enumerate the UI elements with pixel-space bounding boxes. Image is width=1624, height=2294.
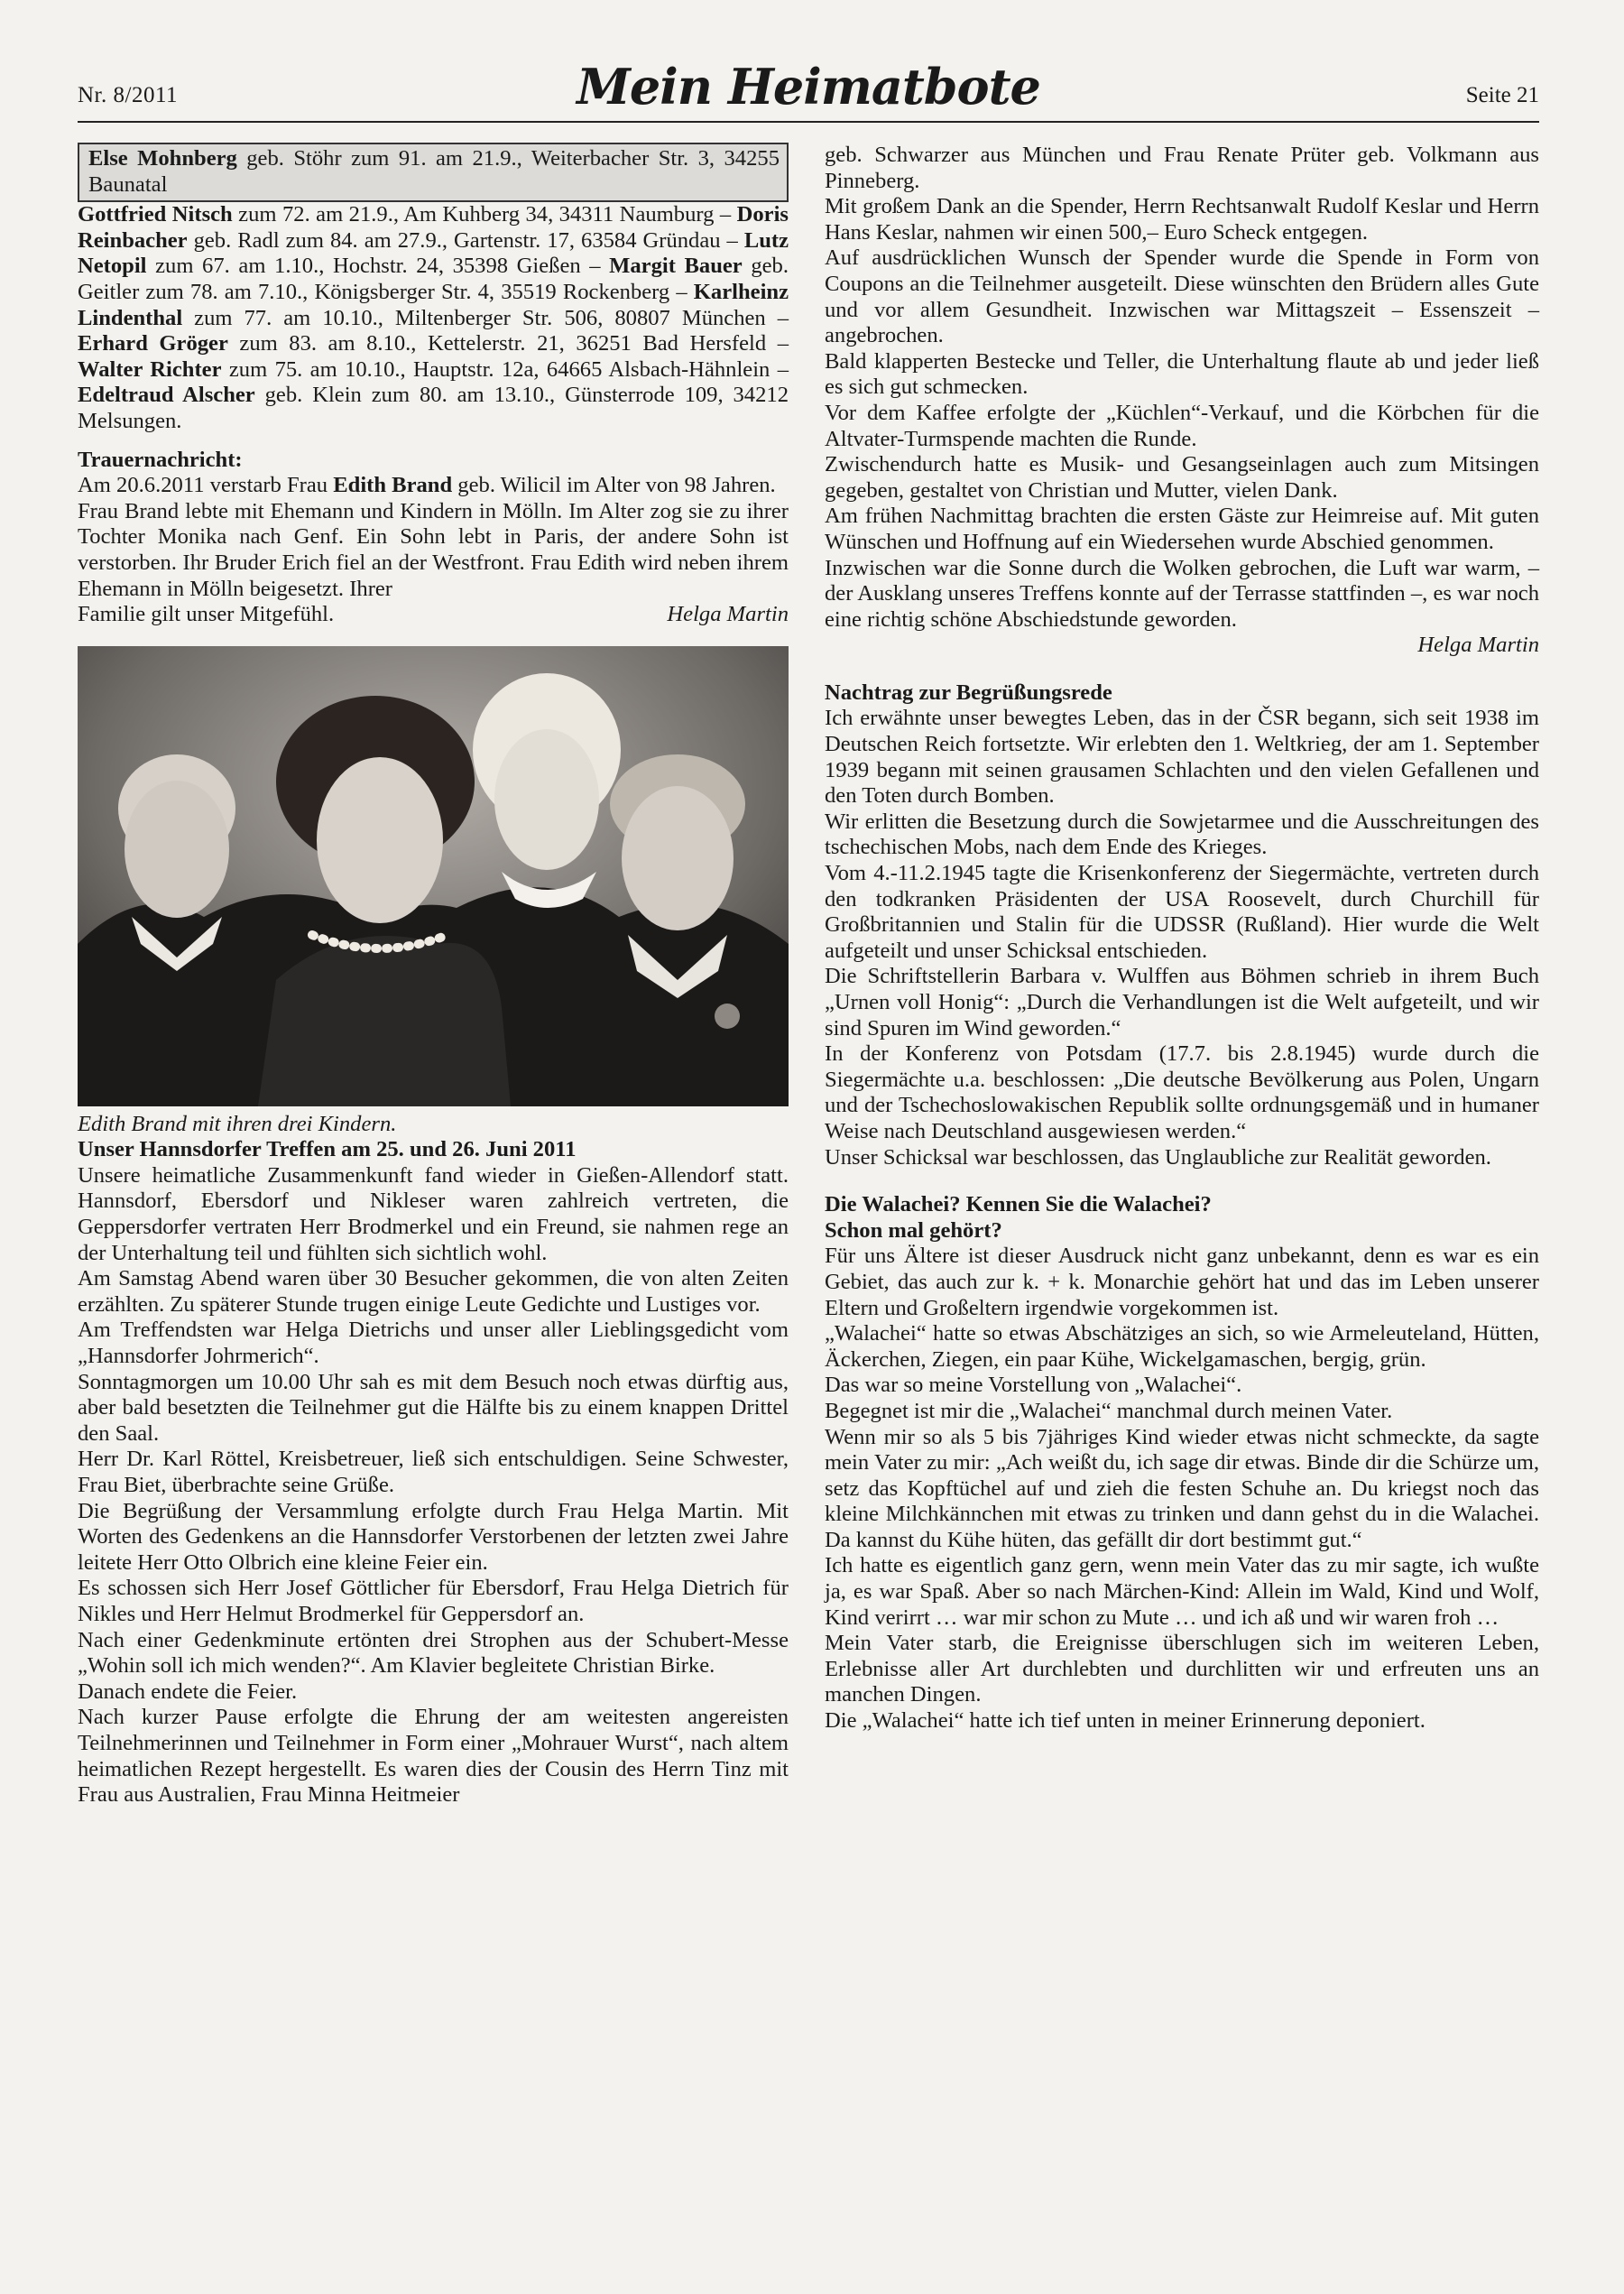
birthday-name: Walter Richter xyxy=(78,356,222,382)
article-paragraph: Nach einer Gedenkminute ertönten drei Strophen aus der Schubert-Messe „Wohin soll ich mich wenden?“. Am Klavier begleitete Christian Birke. xyxy=(78,1627,789,1679)
birthday-name: Lutz Netopil xyxy=(78,227,789,279)
family-photo-image xyxy=(78,646,789,1106)
birthday-name: Else Mohnberg xyxy=(88,146,237,171)
birthday-text: zum 77. am 10.10., Miltenberger Str. 506, 80807 München – xyxy=(182,305,789,330)
article-paragraph: Die „Walachei“ hatte ich tief unten in meiner Erinnerung deponiert. xyxy=(825,1708,1426,1734)
issue-number: Nr. 8/2011 xyxy=(78,83,179,107)
article-paragraph: „Walachei“ hatte so etwas Abschätziges an sich, so wie Armeleuteland, Hütten, Äckerchen, Ziegen, ein paar Kühe, Wickelgamaschen, bergig, grün. xyxy=(825,1321,1539,1372)
family-photo xyxy=(78,646,789,1106)
article-paragraph: Nach kurzer Pause erfolgte die Ehrung der am weitesten angereisten Teilnehmerinnen und Teilnehmer in Form einer „Mohrauer Wurst“, nach altem heimatlichen Rezept hergestellt. Es waren dies der Cousin des Herrn Tinz mit Frau aus Australien, Frau Minna Heitmeier xyxy=(78,1705,789,1808)
obituary-text: geb. Wilicil im Alter von 98 Jahren. xyxy=(452,473,776,498)
article-paragraph: Die Begrüßung der Versammlung erfolgte durch Frau Helga Martin. Mit Worten des Gedenkens an die Hannsdorfer Verstorbenen der letzten zwei Jahre leitete Herr Otto Olbrich eine kleine Feier ein. xyxy=(78,1498,789,1575)
article-paragraph: Inzwischen war die Sonne durch die Wolken gebrochen, die Luft war warm, – der Ausklang unseres Treffens konnte auf der Terrasse stattfinden –, es war noch eine richtig schöne Abschiedstunde geworden. xyxy=(825,555,1539,632)
deceased-name: Edith Brand xyxy=(333,473,453,498)
article-paragraph: Das war so meine Vorstellung von „Walachei“. xyxy=(825,1373,1242,1398)
article-paragraph: Ich hatte es eigentlich ganz gern, wenn mein Vater das zu mir sagte, ich wußte ja, es war Spaß. Aber so nach Märchen-Kind: Allein im Wald, Kind und Wolf, Kind verirrt … war mir schon zu Mute … und ich aß und wir waren froh … xyxy=(825,1553,1539,1630)
article-paragraph: Danach endete die Feier. xyxy=(78,1679,298,1704)
article-paragraph: Wenn mir so als 5 bis 7jähriges Kind wieder etwas nicht schmeckte, da sagte mein Vater zu mir: „Ach weißt du, ich sage dir etwas. Binde dir die Schürze um, setz das Kopftüchel auf und zieh die festen Schuhe an. Du kriegst noch das kleine Milchkännchen mit etwas zu trinken und dann gehst du in die Walachei. Da kannst du Kühe hüten, das gefällt dir dort bestimmt gut.“ xyxy=(825,1424,1539,1552)
right-column xyxy=(825,143,1539,1734)
article-paragraph: Herr Dr. Karl Röttel, Kreisbetreuer, ließ sich entschuldigen. Seine Schwester, Frau Biet, überbrachte seine Grüße. xyxy=(78,1447,789,1497)
article-paragraph: Am Samstag Abend waren über 30 Besucher gekommen, die von alten Zeiten erzählten. Zu späterer Stunde trugen einige Leute Gedichte und Lustiges vor. xyxy=(78,1266,789,1317)
article-paragraph: Wir erlitten die Besetzung durch die Sowjetarmee und die Ausschreitungen des tschechischen Mobs, nach dem Ende des Krieges. xyxy=(825,809,1539,860)
article-paragraph: Mit großem Dank an die Spender, Herrn Rechtsanwalt Rudolf Keslar und Herrn Hans Keslar, nahmen wir einen 500,– Euro Scheck entgegen. xyxy=(825,194,1539,245)
birthday-text: zum 83. am 8.10., Kettelerstr. 21, 36251 Bad Hersfeld – xyxy=(227,331,789,356)
article-paragraph: In der Konferenz von Potsdam (17.7. bis 2.8.1945) wurde durch die Siegermächte u.a. beschlossen: „Die deutsche Bevölkerung aus Polen, Ungarn und der Tschechoslowakischen Republik sollte ordnungsgemäß und in humaner Weise nach Deutschland ausgewiesen werden.“ xyxy=(825,1041,1539,1143)
obituary-paragraph: Frau Brand lebte mit Ehemann und Kindern in Mölln. Im Alter zog sie zu ihrer Tochter Monika nach Genf. Ein Sohn lebt in Paris, der andere Sohn ist verstorben. Ihr Bruder Erich fiel an der Westfront. Frau Edith wird neben ihrem Ehemann in Mölln beigesetzt. Ihrer xyxy=(78,498,789,601)
article-paragraph: Es schossen sich Herr Josef Göttlicher für Ebersdorf, Frau Helga Dietrich für Nikles und Herr Helmut Brodmerkel für Geppersdorf an. xyxy=(78,1576,789,1626)
birthday-name: Erhard Gröger xyxy=(78,331,228,356)
article-paragraph: Begegnet ist mir die „Walachei“ manchmal durch meinen Vater. xyxy=(825,1398,1393,1423)
article-paragraph: Vor dem Kaffee erfolgte der „Küchlen“-Verkauf, und die Körbchen für die Altvater-Turmspende machten die Runde. xyxy=(825,400,1539,451)
article-paragraph: Mein Vater starb, die Ereignisse überschlugen sich im weiteren Leben, Erlebnisse aller Art durchlebten und durchlitten wir und erfreuten uns an manchen Dingen. xyxy=(825,1631,1539,1707)
birthday-text: zum 72. am 21.9., Am Kuhberg 34, 34311 Naumburg – xyxy=(232,202,737,227)
article-paragraph: Am frühen Nachmittag brachten die ersten Gäste zur Heimreise auf. Mit guten Wünschen und Hoffnung auf ein Wiedersehen wurde Abschied genommen. xyxy=(825,504,1539,554)
article-paragraph: Ich erwähnte unser bewegtes Leben, das in der ČSR begann, sich seit 1938 im Deutschen Reich fortsetzte. Wir erlebten den 1. Weltkrieg, der am 1. September 1939 begann mit seinen grausamen Schlachten und den vielen Gefallenen und den Toten durch Bomben. xyxy=(825,706,1539,809)
section-heading-trauer: Trauernachricht: xyxy=(78,447,243,472)
author-signature: Helga Martin xyxy=(667,602,789,627)
birthday-name: Gottfried Nitsch xyxy=(78,202,233,227)
page-header xyxy=(78,58,1539,123)
birthday-name: Doris Reinbacher xyxy=(78,202,789,253)
article-paragraph: Zwischendurch hatte es Musik- und Gesangseinlagen auch zum Mitsingen gegeben, gestaltet von Christian und Mutter, vielen Dank. xyxy=(825,452,1539,503)
birthday-text: geb. Klein zum 80. am 13.10., Günsterrode 109, 34212 Melsungen. xyxy=(78,383,789,433)
birthday-text: geb. Stöhr zum 91. am 21.9., Weiterbacher Str. 3, 34255 Baunatal xyxy=(88,146,780,197)
author-signature: Helga Martin xyxy=(1417,633,1539,658)
section-heading-nachtrag: Nachtrag zur Begrüßungsrede xyxy=(825,680,1112,705)
section-heading-walachei: Die Walachei? Kennen Sie die Walachei? xyxy=(825,1192,1212,1217)
article-paragraph: Am Treffendsten war Helga Dietrichs und unser aller Lieblingsgedicht vom „Hannsdorfer Johrmerich“. xyxy=(78,1318,789,1369)
birthday-text: zum 75. am 10.10., Hauptstr. 12a, 64665 Alsbach-Hähnlein – xyxy=(221,356,789,382)
birthday-list xyxy=(78,202,789,434)
birthday-name: Edeltraud Alscher xyxy=(78,383,255,408)
birthday-highlight-box xyxy=(78,143,789,202)
article-paragraph: Bald klapperten Bestecke und Teller, die Unterhaltung flaute ab und jeder ließ es sich gut schmecken. xyxy=(825,348,1539,400)
article-paragraph: geb. Schwarzer aus München und Frau Renate Prüter geb. Volkmann aus Pinneberg. xyxy=(825,143,1539,193)
birthday-text: zum 67. am 1.10., Hochstr. 24, 35398 Gießen – xyxy=(146,254,610,279)
article-paragraph: Unsere heimatliche Zusammenkunft fand wieder in Gießen-Allendorf statt. Hannsdorf, Ebersdorf und Nikleser waren zahlreich vertreten, die Geppersdorfer vertraten Herr Brodmerkel und ein Freund, sie nahmen rege an der Unterhaltung teil und fühlten sich sichtlich wohl. xyxy=(78,1162,789,1265)
obituary-text: Am 20.6.2011 verstarb Frau xyxy=(78,473,334,498)
article-paragraph: Vom 4.-11.2.1945 tagte die Krisenkonferenz der Siegermächte, vertreten durch den todkranken Präsidenten der USA Roosevelt, durch Churchill für Großbritannien und Stalin für die UDSSR (Rußland). Hier wurde die Welt aufgeteilt und unser Schicksal entschieden. xyxy=(825,861,1539,963)
article-paragraph: Die Schriftstellerin Barbara v. Wulffen aus Böhmen schrieb in ihrem Buch „Urnen voll Honig“: „Durch die Verhandlungen ist die Welt aufgeteilt, und wir sind Spuren im Wind geworden.“ xyxy=(825,964,1539,1041)
section-heading-treffen: Unser Hannsdorfer Treffen am 25. und 26. Juni 2011 xyxy=(78,1137,577,1162)
photo-caption: Edith Brand mit ihren drei Kindern. xyxy=(78,1111,397,1136)
left-column xyxy=(78,143,789,1808)
section-subheading-walachei: Schon mal gehört? xyxy=(825,1217,1002,1243)
page-number: Seite 21 xyxy=(1465,83,1539,107)
newspaper-masthead: Mein Heimatbote xyxy=(577,58,1040,116)
birthday-text: geb. Radl zum 84. am 27.9., Gartenstr. 17, 63584 Gründau – xyxy=(187,227,744,253)
birthday-name: Margit Bauer xyxy=(609,254,743,279)
article-paragraph: Für uns Ältere ist dieser Ausdruck nicht ganz unbekannt, denn es war es ein Gebiet, das auch zur k. + k. Monarchie gehört hat und das im Leben unserer Eltern und Großeltern irgendwie vorgekommen ist. xyxy=(825,1244,1539,1320)
article-paragraph: Auf ausdrücklichen Wunsch der Spender wurde die Spende in Form von Coupons an die Teilnehmer ausgeteilt. Diese wünschten den Brüdern alles Gute und vor allem Gesundheit. Inzwischen war Mittagszeit – Essenszeit – angebrochen. xyxy=(825,245,1539,348)
article-paragraph: Unser Schicksal war beschlossen, das Unglaubliche zur Realität geworden. xyxy=(825,1144,1491,1170)
article-paragraph: Sonntagmorgen um 10.00 Uhr sah es mit dem Besuch noch etwas dürftig aus, aber bald besetzten die Teilnehmer gut die Hälfte bis zu einem knappen Drittel den Saal. xyxy=(78,1369,789,1446)
obituary-paragraph xyxy=(78,473,789,499)
obituary-closing xyxy=(78,602,789,628)
birthday-text: geb. Geitler zum 78. am 7.10., Königsberger Str. 4, 35519 Rockenberg – xyxy=(78,254,789,304)
birthday-name: Karlheinz Lindenthal xyxy=(78,279,789,330)
obituary-text: Familie gilt unser Mitgefühl. xyxy=(78,602,335,627)
